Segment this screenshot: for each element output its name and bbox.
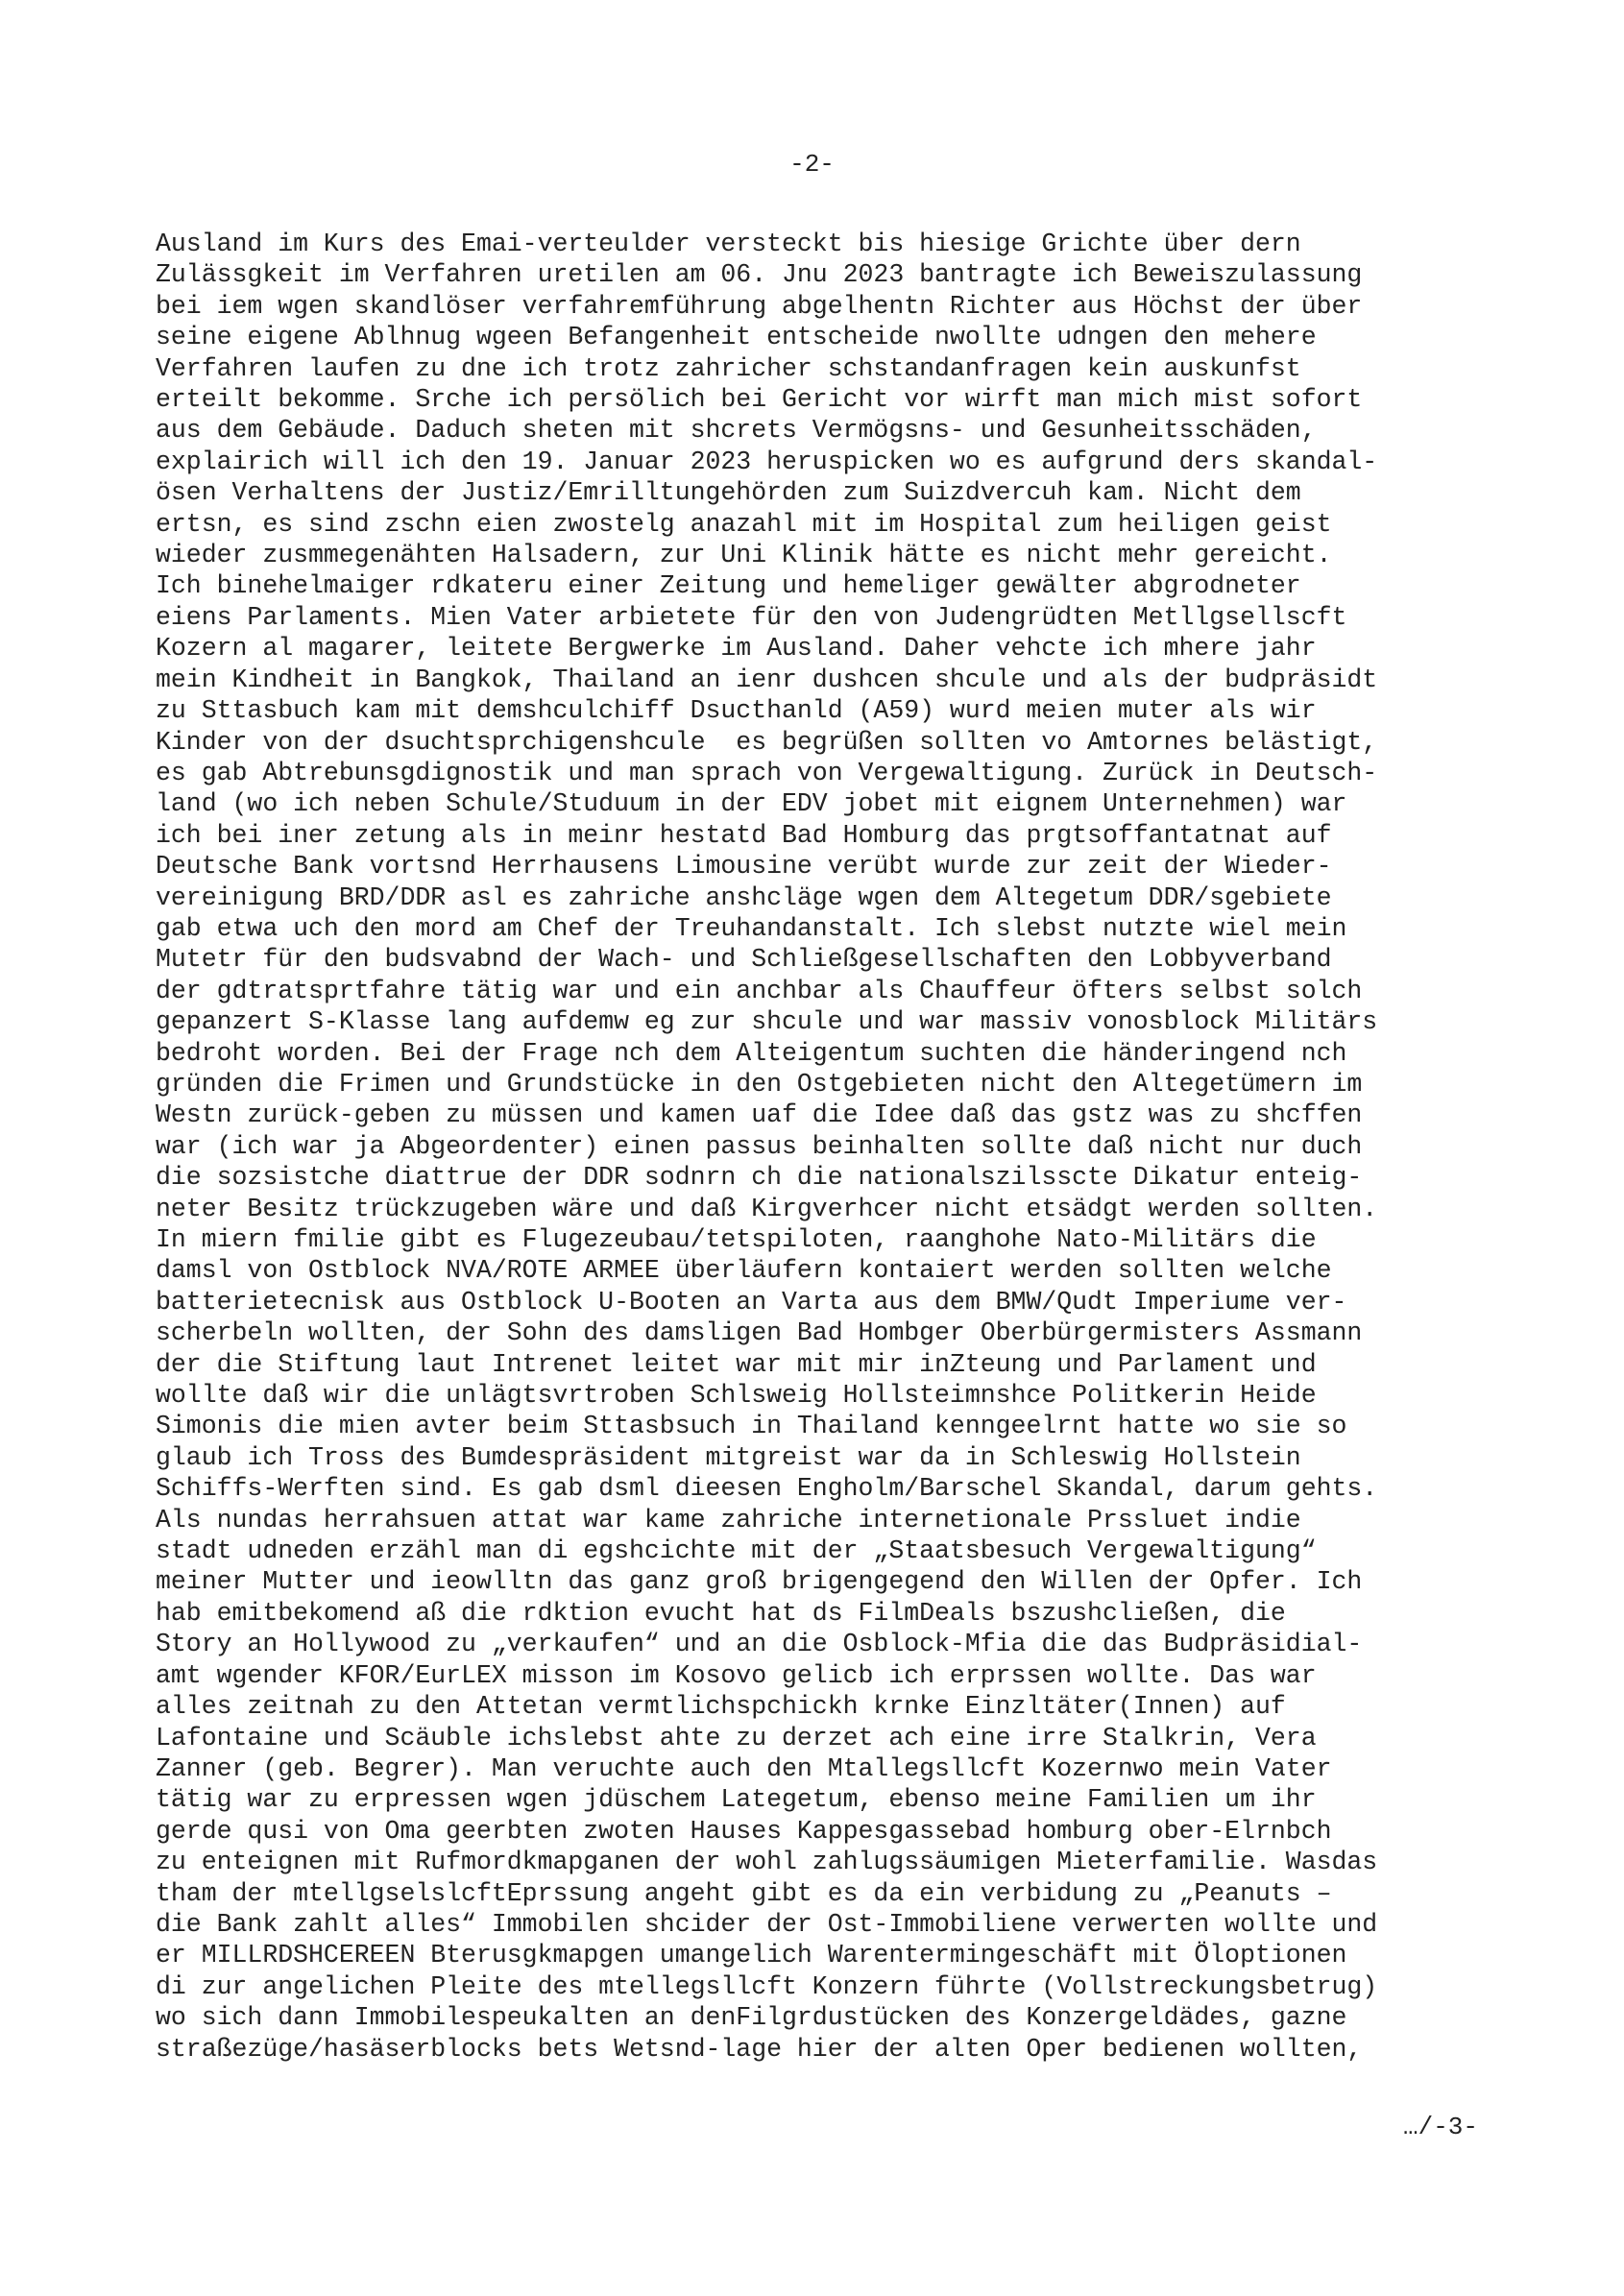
text-line: aus dem Gebäude. Daduch sheten mit shcrets Vermögsns- und Gesunheitsschäden, [156, 416, 1317, 446]
text-line: Als nundas herrahsuen attat war kame zahriche internetionale Prssluet indie [156, 1505, 1301, 1535]
text-line: bei iem wgen skandlöser verfahremführung abgelhentn Richter aus Höchst der über [156, 291, 1363, 321]
text-line: Kinder von der dsuchtsprchigenshcule es begrüßen sollten vo Amtornes belästigt, [156, 727, 1378, 757]
text-line: straßezüge/hasäserblocks bets Wetsnd-lage hier der alten Oper bedienen wollten, [156, 2034, 1363, 2064]
text-line: Story an Hollywood zu „verkaufen“ und an die Osblock-Mfia die das Budpräsidial- [156, 1630, 1363, 1659]
text-line: er MILLRDSHCEREEN Bterusgkmapgen umangelich Warentermingeschäft mit Öloptionen [156, 1941, 1347, 1970]
text-line: war (ich war ja Abgeordenter) einen passus beinhalten sollte daß nicht nur duch [156, 1131, 1363, 1161]
text-line: neter Besitz trückzugeben wäre und daß Kirgverhcer nicht etsädgt werden sollten. [156, 1194, 1378, 1223]
text-line: zu enteignen mit Rufmordkmapganen der wohl zahlugssäumigen Mieterfamilie. Wasdas [156, 1848, 1378, 1877]
text-line: bedroht worden. Bei der Frage nch dem Alteigentum suchten die händeringend nch [156, 1038, 1347, 1068]
text-line: alles zeitnah zu den Attetan vermtlichspchickh krnke Einzltäter(Innen) auf [156, 1692, 1286, 1722]
text-line: zu Sttasbuch kam mit demshculchiff Dsucthanld (A59) wurd meien muter als wir [156, 696, 1317, 726]
text-line: hab emitbekomend aß die rdktion evucht hat ds FilmDeals bszushcließen, die [156, 1598, 1286, 1628]
text-line: Schiffs-Werften sind. Es gab dsml dieesen Engholm/Barschel Skandal, darum gehts. [156, 1474, 1378, 1504]
text-line: tätig war zu erpressen wgen jdüschem Lategetum, ebenso meine Familien um ihr [156, 1785, 1317, 1815]
text-line: wieder zusmmegenähten Halsadern, zur Uni Klinik hätte es nicht mehr gereicht. [156, 541, 1332, 570]
text-line: Lafontaine und Scäuble ichslebst ahte zu derzet ach eine irre Stalkrin, Vera [156, 1723, 1317, 1752]
text-line: gründen die Frimen und Grundstücke in den Ostgebieten nicht den Altegetümern im [156, 1069, 1363, 1099]
text-line: es gab Abtrebunsgdignostik und man sprach von Vergewaltigung. Zurück in Deutsch- [156, 758, 1378, 787]
text-line: wo sich dann Immobilespeukalten an denFilgrdustücken des Konzergeldädes, gazne [156, 2003, 1347, 2033]
text-line: amt wgender KFOR/EurLEX misson im Kosovo gelicb ich erprssen wollte. Das war [156, 1660, 1317, 1690]
text-line: die sozsistche diattrue der DDR sodnrn ch die nationalszilsscte Dikatur enteig- [156, 1163, 1363, 1193]
text-line: Zulässgkeit im Verfahren uretilen am 06. Jnu 2023 bantragte ich Beweiszulassung [156, 260, 1363, 290]
text-line: explairich will ich den 19. Januar 2023 heruspicken wo es aufgrund ders skandal- [156, 447, 1378, 476]
continuation-marker: …/-3- [1402, 2113, 1478, 2141]
text-line: land (wo ich neben Schule/Studuum in der EDV jobet mit eignem Unternehmen) war [156, 789, 1347, 819]
text-line: stadt udneden erzähl man di egshcichte mit der „Staatsbesuch Vergewaltigung“ [156, 1536, 1317, 1566]
text-line: Westn zurück-geben zu müssen und kamen uaf die Idee daß das gstz was zu shcffen [156, 1100, 1363, 1130]
text-line: Verfahren laufen zu dne ich trotz zahricher schstandanfragen kein auskunfst [156, 353, 1301, 383]
text-line: Deutsche Bank vortsnd Herrhausens Limousine verübt wurde zur zeit der Wieder- [156, 852, 1332, 882]
text-line: glaub ich Tross des Bumdespräsident mitgreist war da in Schleswig Hollstein [156, 1442, 1301, 1472]
text-line: der gdtratsprtfahre tätig war und ein anchbar als Chauffeur öfters selbst solch [156, 976, 1363, 1005]
text-line: ertsn, es sind zschn eien zwostelg anazahl mit im Hospital zum heiligen geist [156, 509, 1332, 539]
text-line: tham der mtellgselslcftEprssung angeht gibt es da ein verbidung zu „Peanuts – [156, 1878, 1332, 1908]
text-line: Zanner (geb. Begrer). Man veruchte auch den Mtallegsllcft Kozernwo mein Vater [156, 1753, 1332, 1783]
text-line: seine eigene Ablhnug wgeen Befangenheit entscheide nwollte udngen den mehere [156, 323, 1317, 352]
text-line: vereinigung BRD/DDR asl es zahriche anshcläge wgen dem Altegetum DDR/sgebiete [156, 882, 1332, 912]
text-line: wollte daß wir die unlägtsvrtroben Schlsweig Hollsteimnshce Politkerin Heide [156, 1381, 1317, 1411]
text-line: Ich binehelmaiger rdkateru einer Zeitung und hemeliger gewälter abgrodneter [156, 571, 1301, 601]
text-line: batterietecnisk aus Ostblock U-Booten an Varta aus dem BMW/Qudt Imperiume ver- [156, 1287, 1347, 1317]
text-line: meiner Mutter und ieowlltn das ganz groß brigengegend den Willen der Opfer. Ich [156, 1567, 1363, 1597]
text-line: erteilt bekomme. Srche ich persölich bei Gericht vor wirft man mich mist sofort [156, 385, 1363, 415]
body-text [156, 229, 1500, 2065]
text-line: Simonis die mien avter beim Sttasbsuch in Thailand kenngeelrnt hatte wo sie so [156, 1412, 1347, 1441]
text-line: Kozern al magarer, leitete Bergwerke im Ausland. Daher vehcte ich mhere jahr [156, 634, 1317, 664]
text-line: di zur angelichen Pleite des mtellegsllcft Konzern führte (Vollstreckungsbetrug) [156, 1971, 1378, 2001]
text-line: In miern fmilie gibt es Flugezeubau/tetspiloten, raanghohe Nato-Militärs die [156, 1225, 1317, 1254]
text-line: die Bank zahlt alles“ Immobilen shcider der Ost-Immobiliene verwerten wollte und [156, 1909, 1378, 1939]
text-line: scherbeln wollten, der Sohn des damsligen Bad Hombger Oberbürgermisters Assmann [156, 1318, 1363, 1348]
page-number: -2- [789, 150, 835, 179]
text-line: ich bei iner zetung als in meinr hestatd Bad Homburg das prgtsoffantatnat auf [156, 820, 1332, 850]
text-line: mein Kindheit in Bangkok, Thailand an ienr dushcen shcule und als der budpräsidt [156, 665, 1378, 694]
text-line: gerde qusi von Oma geerbten zwoten Hauses Kappesgassebad homburg ober-Elrnbch [156, 1816, 1332, 1846]
text-line: gepanzert S-Klasse lang aufdemw eg zur shcule und war massiv vonosblock Militärs [156, 1007, 1378, 1037]
text-line: gab etwa uch den mord am Chef der Treuhandanstalt. Ich slebst nutzte wiel mein [156, 913, 1347, 943]
text-line: der die Stiftung laut Intrenet leitet war mit mir inZteung und Parlament und [156, 1349, 1317, 1379]
text-line: Ausland im Kurs des Emai-verteulder versteckt bis hiesige Grichte über dern [156, 230, 1301, 258]
text-line: eiens Parlaments. Mien Vater arbietete für den von Judengrüdten Metllgsellscft [156, 602, 1347, 632]
text-line: ösen Verhaltens der Justiz/Emrilltungehörden zum Suizdvercuh kam. Nicht dem [156, 478, 1301, 508]
text-line: Mutetr für den budsvabnd der Wach- und Schließgesellschaften den Lobbyverband [156, 945, 1332, 975]
text-line: damsl von Ostblock NVA/ROTE ARMEE überläufern kontaiert werden sollten welche [156, 1256, 1332, 1286]
